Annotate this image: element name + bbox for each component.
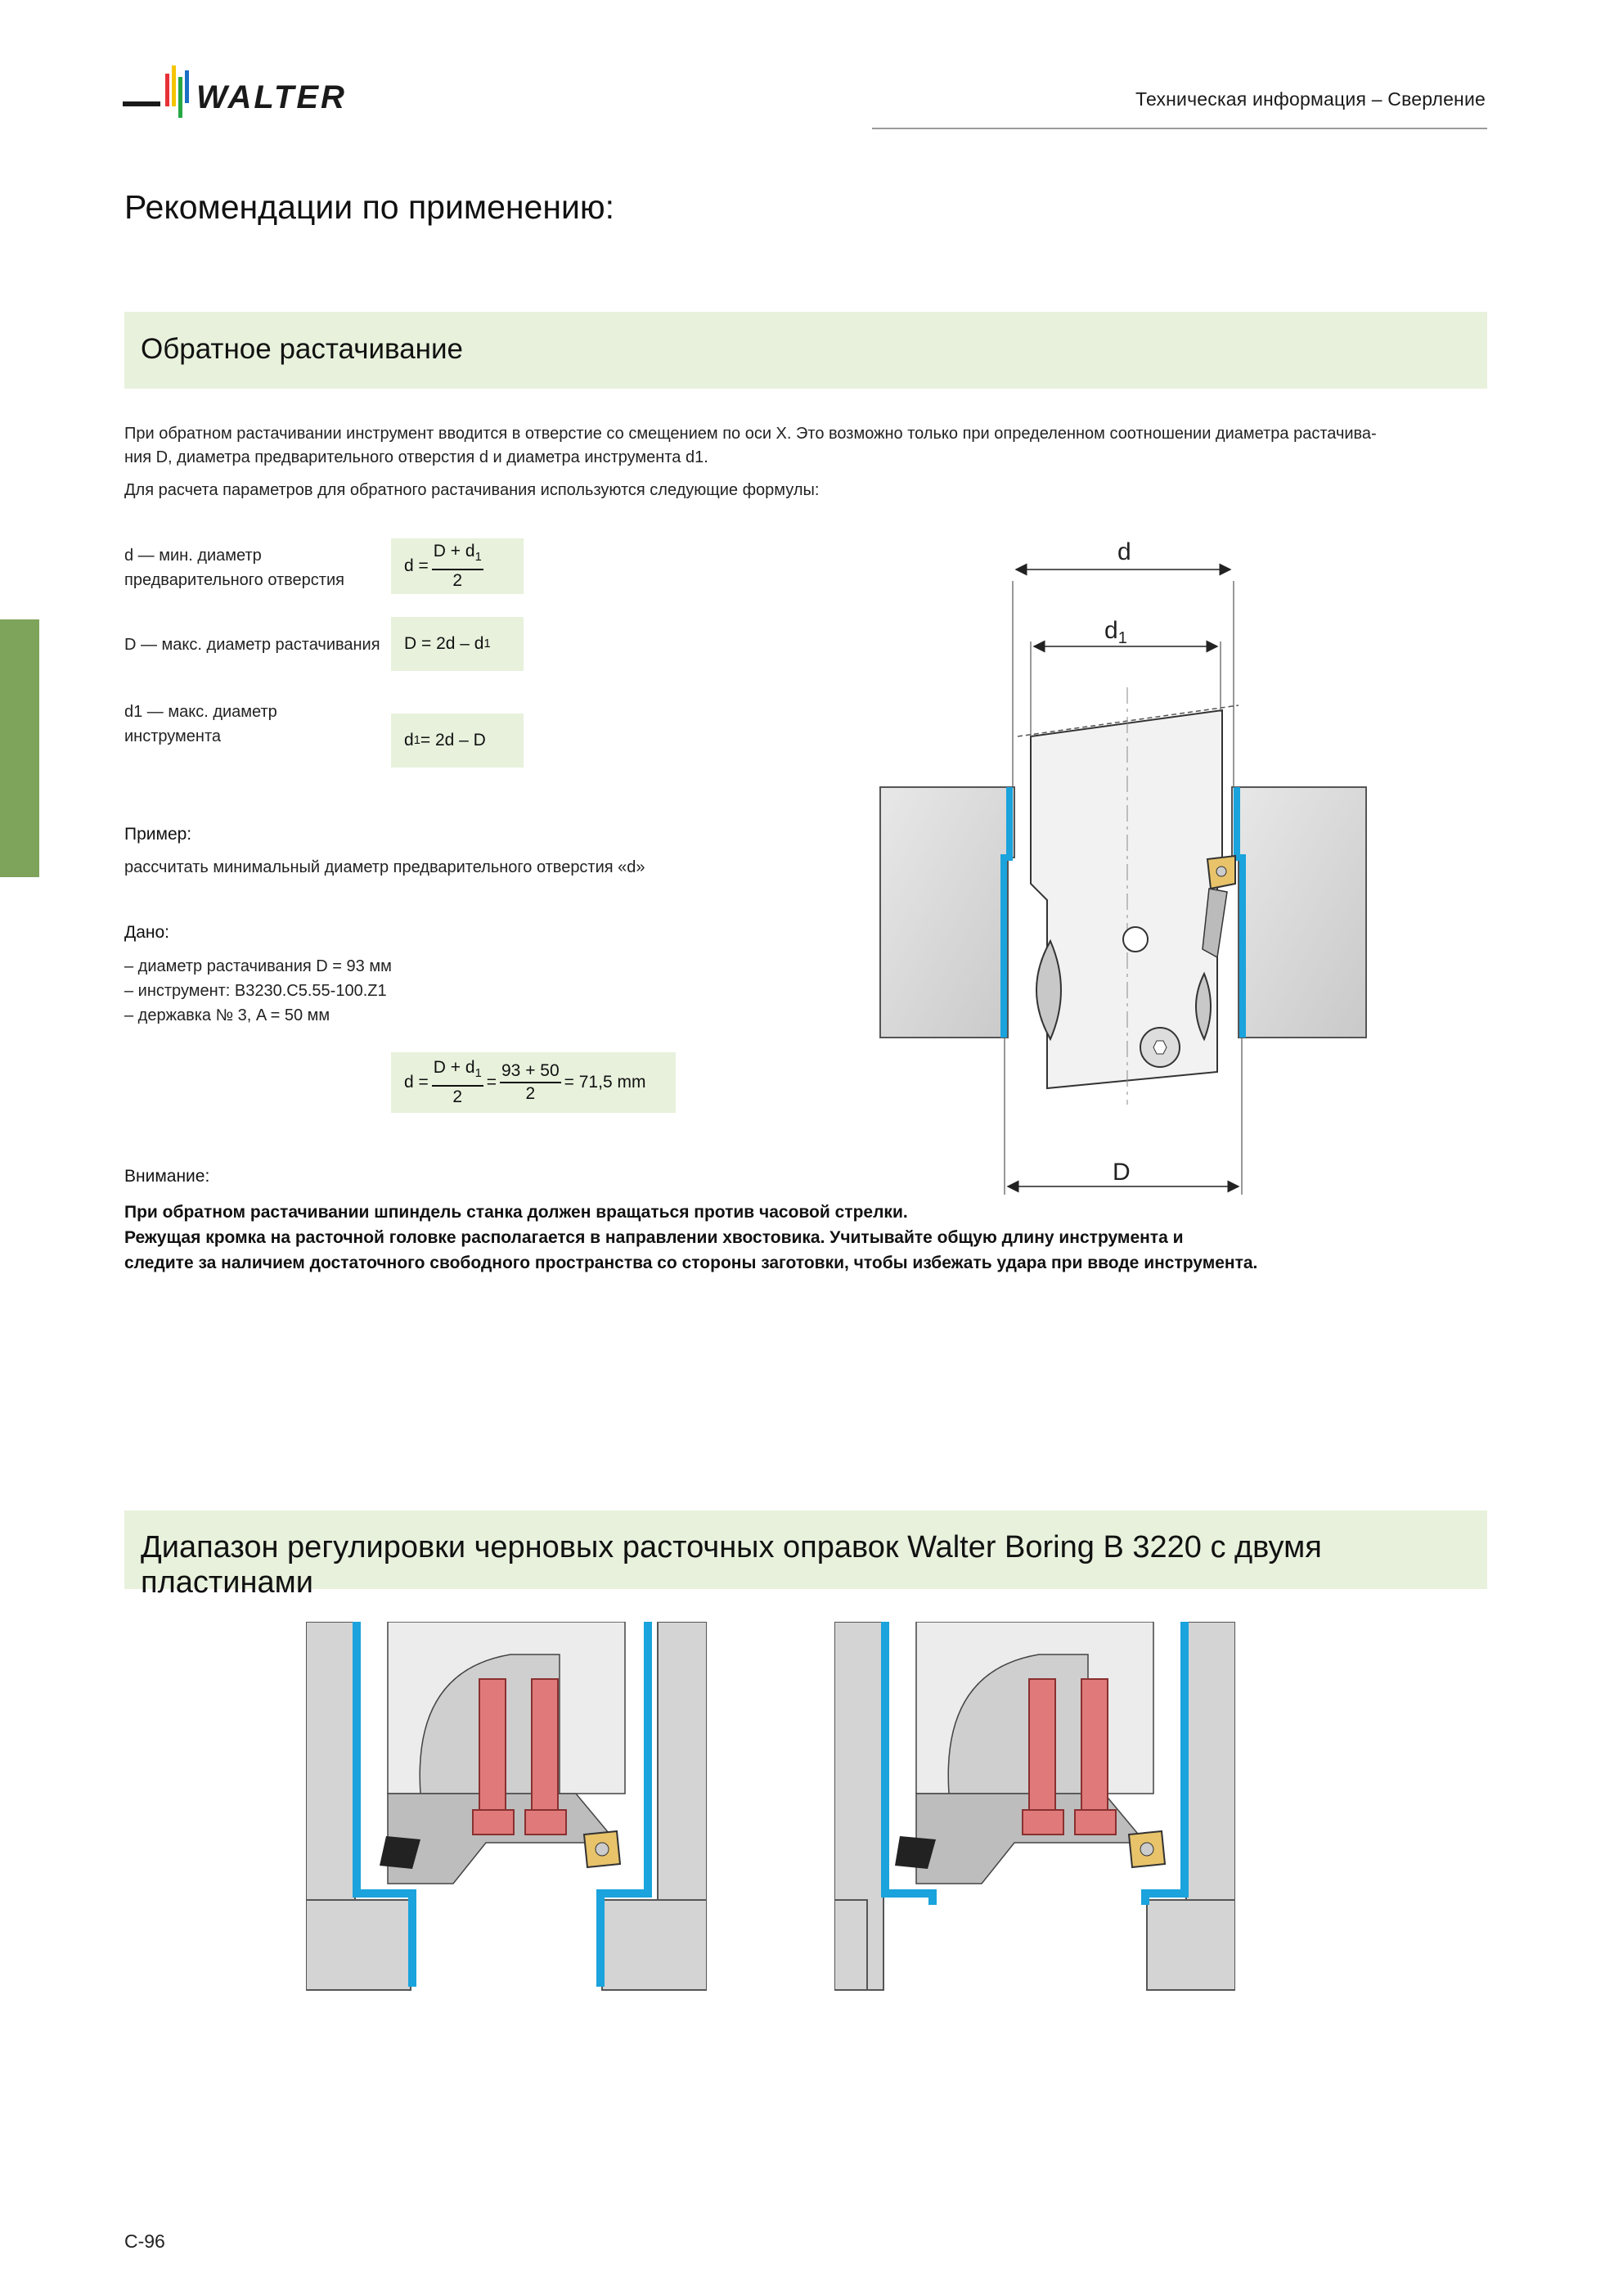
boring-tool (1031, 710, 1222, 1088)
intro-line-2: ния D, диаметра предварительного отверстия d и диаметра инструмента d1. (124, 448, 708, 466)
example-heading: Пример: (124, 825, 192, 844)
section-title: Обратное растачивание (141, 333, 464, 365)
formula-D: D = 2d – d 1 (391, 617, 524, 671)
given-item: – диаметр растачивания D = 93 мм (124, 957, 392, 975)
back-boring-diagram (875, 532, 1382, 1211)
attention-heading: Внимание: (124, 1167, 210, 1186)
header-section-title: Техническая информация – Сверление (1135, 88, 1486, 110)
section-header-adjustment-range (124, 1510, 1487, 1600)
attention-text: При обратном растачивании шпиндель станка должен вращаться против часовой стрелки. Режущая кромка на расточной головке располагается в направлении хвостовика. Учитывайте общую длину инструмента и следите за наличием достаточного свободного пространства со стороны заготовки, чтобы избежать удара при вводе инструмента. (124, 1203, 1258, 1272)
section-header-back-boring (124, 312, 1487, 389)
workpiece-right (1232, 787, 1366, 1038)
boring-head-illustration-right (834, 1622, 1235, 1998)
dim-label-d: d (1117, 538, 1131, 565)
definition-D: D — макс. диаметр растачивания (124, 636, 380, 654)
svg-text:WALTER: WALTER (196, 79, 347, 115)
formula-d1: d 1 = 2d – D (391, 714, 524, 768)
boring-head-illustration-left (306, 1622, 707, 1998)
intro-line-3: Для расчета параметров для обратного растачивания используются следующие формулы: (124, 481, 820, 499)
section-title: Диапазон регулировки черновых расточных оправок Walter Boring B 3220 с двумя пластинами (141, 1530, 1322, 1600)
walter-logo (123, 59, 401, 133)
formula-d: d = $\frac{D + d_1}{2}$ (391, 538, 524, 594)
example-calculation: d = $\frac{D + d_1}{2}$ = $\frac{93 + 50}{2}$ = 71,5 mm (391, 1052, 676, 1113)
definition-d: d — мин. диаметр предварительного отверстия (124, 547, 344, 589)
dim-label-d1: $d_1$ (1104, 617, 1127, 647)
given-heading: Дано: (124, 923, 170, 942)
example-text: рассчитать минимальный диаметр предварительного отверстия «d» (124, 858, 645, 876)
workpiece-left (880, 787, 1014, 1038)
page-number: C-96 (124, 2231, 165, 2252)
intro-line-1: При обратном растачивании инструмент вводится в отверстие со смещением по оси X. Это возможно только при определенном соотношении диаметра растачива- (124, 425, 1377, 443)
definition-d1: d1 — макс. диаметр инструмента (124, 703, 277, 745)
dim-label-D: D (1113, 1159, 1131, 1186)
header-divider (872, 128, 1487, 129)
intro-paragraph (124, 422, 1487, 502)
page-title: Рекомендации по применению: (124, 188, 615, 226)
side-tab-marker (0, 619, 39, 877)
given-item: – державка № 3, A = 50 мм (124, 1006, 330, 1024)
given-item: – инструмент: B3230.C5.55-100.Z1 (124, 982, 387, 1000)
given-list (124, 954, 615, 1028)
